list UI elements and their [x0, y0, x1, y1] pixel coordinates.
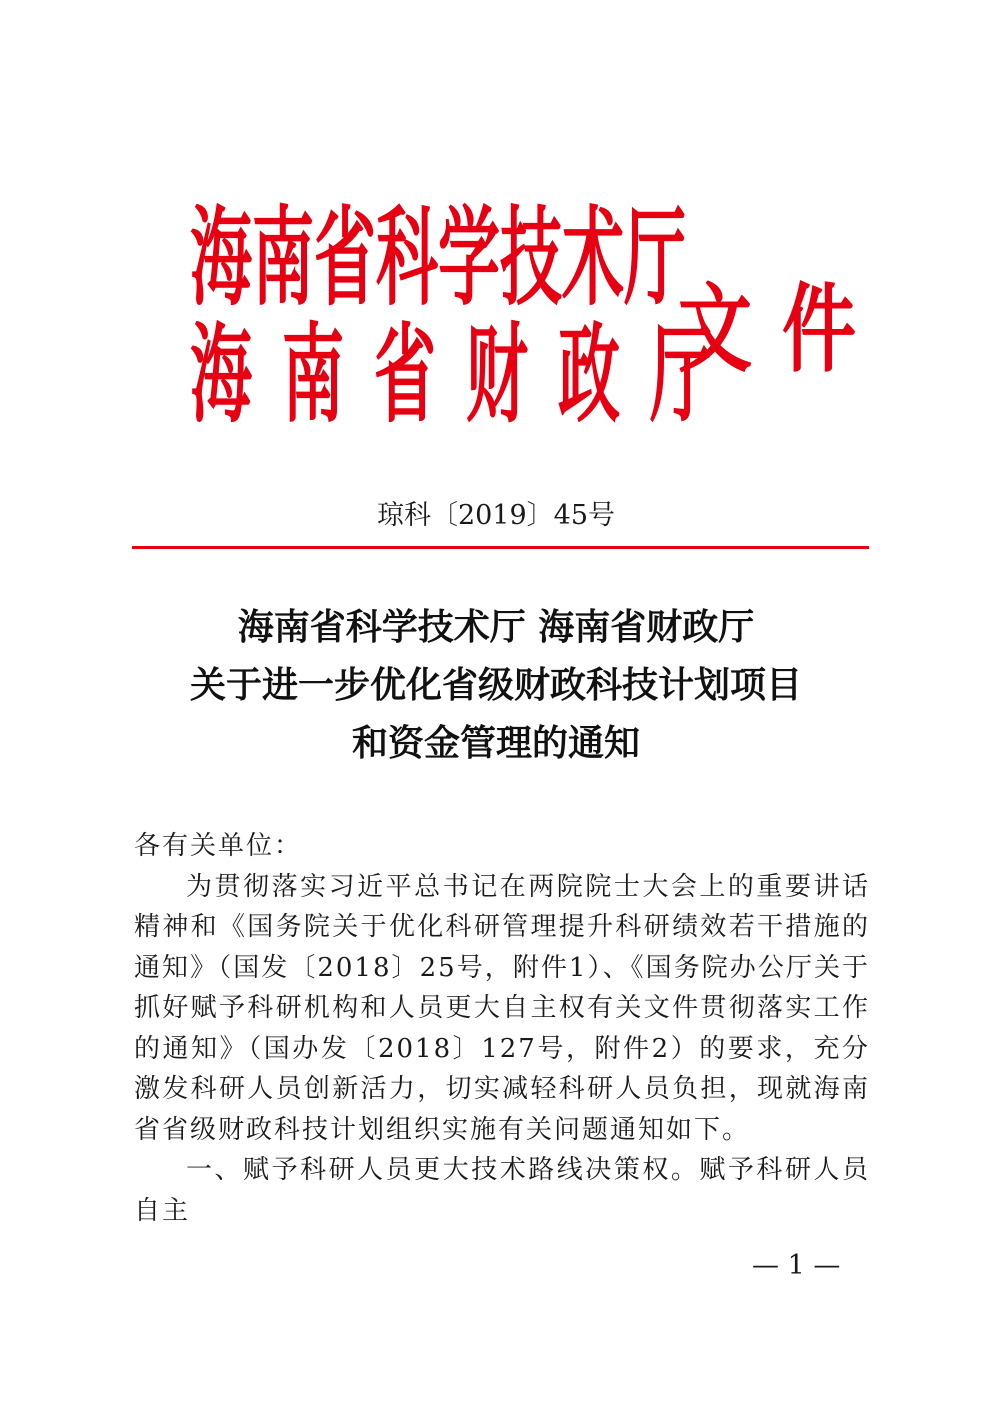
body-paragraph-2: 一、赋予科研人员更大技术路线决策权。赋予科研人员自主 [134, 1155, 870, 1226]
document-body [134, 826, 870, 1231]
red-divider-line [132, 546, 869, 549]
document-label: 文件 [678, 274, 886, 386]
document-title [0, 598, 992, 772]
title-line-2: 关于进一步优化省级财政科技计划项目 [189, 664, 802, 706]
salutation: 各有关单位： [134, 831, 303, 861]
title-line-1: 海南省科学技术厅 海南省财政厅 [237, 606, 755, 648]
document-number: 琼科〔2019〕45号 [376, 500, 616, 531]
body-paragraph-1: 为贯彻落实习近平总书记在两院院士大会上的重要讲话精神和《国务院关于优化科研管理提升科研绩效若干措施的通知》（国发〔2018〕25号，附件1）、《国务院办公厅关于抓好赋予科研机构和人员更大自主权有关文件贯彻落实工作的通知》（国办发〔2018〕127号，附件2）的要求，充分激发科研人员创新活力，切实减轻科研人员负担，现就海南省省级财政科技计划组织实施有关问题通知如下。 [134, 871, 870, 1145]
title-line-3: 和资金管理的通知 [351, 722, 640, 764]
issuer-name-science-department: 海南省科学技术厅 [190, 194, 687, 321]
issuer-name-finance-department: 海南省财政厅 [190, 311, 743, 438]
document-masthead [0, 0, 992, 460]
page-number: — 1 — [752, 1250, 841, 1281]
